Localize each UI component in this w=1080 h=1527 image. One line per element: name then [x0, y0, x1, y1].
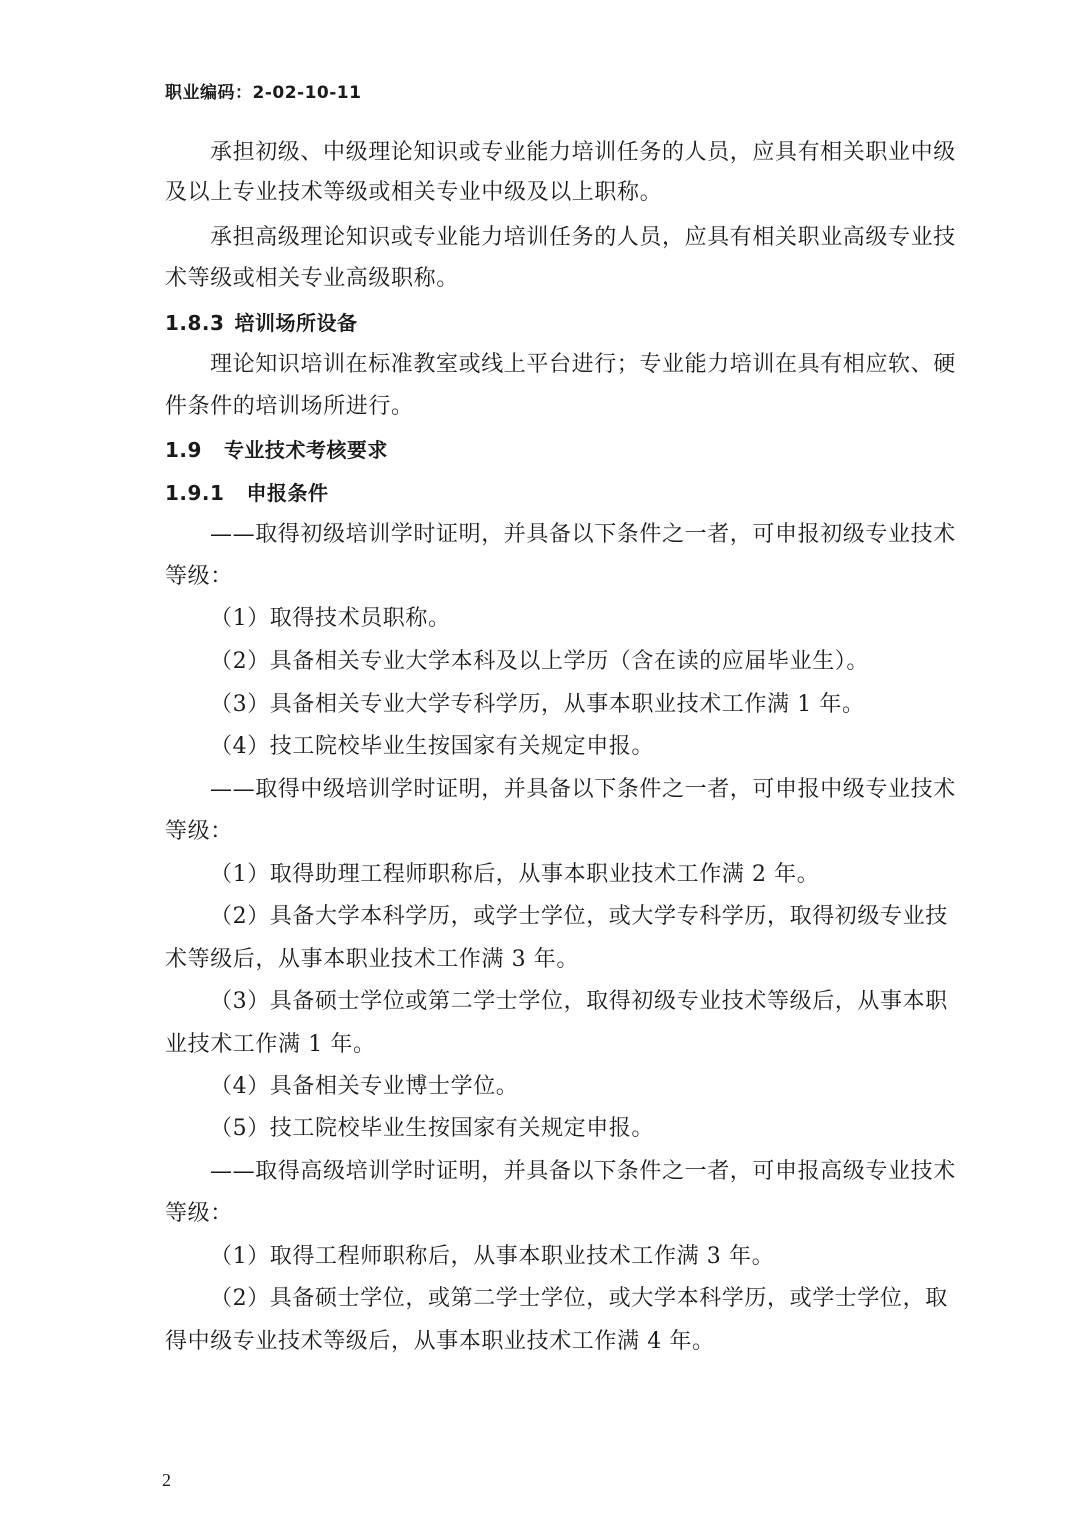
senior-condition-item: 得中级专业技术等级后，从事本职业技术工作满 4 年。 — [165, 1329, 715, 1354]
junior-condition-item: （1）取得技术员职称。 — [210, 606, 451, 631]
intermediate-condition-item: （1）取得助理工程师职称后，从事本职业技术工作满 2 年。 — [210, 862, 820, 887]
page-number: 2 — [162, 1470, 171, 1490]
paragraph-line: 理论知识培训在标准教室或线上平台进行；专业能力培训在具有相应软、硬 — [210, 352, 956, 377]
intermediate-condition-item: （4）具备相关专业博士学位。 — [210, 1074, 519, 1099]
senior-intro-line: ——取得高级培训学时证明，并具备以下条件之一者，可申报高级专业技术 — [210, 1159, 956, 1184]
paragraph-line: 承担高级理论知识或专业能力培训任务的人员，应具有相关职业高级专业技 — [210, 225, 956, 250]
senior-condition-item: （1）取得工程师职称后，从事本职业技术工作满 3 年。 — [210, 1244, 775, 1269]
section-number: 1.9.1 — [165, 481, 225, 505]
paragraph-line: 承担初级、中级理论知识或专业能力培训任务的人员，应具有相关职业中级 — [210, 140, 956, 165]
section-number: 1.9 — [165, 438, 202, 462]
section-title: 培训场所设备 — [234, 311, 358, 335]
section-heading-1-9 — [165, 435, 388, 465]
section-title: 申报条件 — [246, 481, 329, 505]
intermediate-condition-item: （2）具备大学本科学历，或学士学位，或大学专科学历，取得初级专业技 — [210, 904, 948, 929]
intermediate-intro-line: ——取得中级培训学时证明，并具备以下条件之一者，可申报中级专业技术 — [210, 777, 956, 802]
junior-intro-line: ——取得初级培训学时证明，并具备以下条件之一者，可申报初级专业技术 — [210, 522, 956, 547]
occupation-code-header: 职业编码：2-02-10-11 — [165, 83, 362, 103]
intermediate-condition-item: 业技术工作满 1 年。 — [165, 1032, 376, 1057]
paragraph-line: 及以上专业技术等级或相关专业中级及以上职称。 — [165, 180, 663, 205]
junior-condition-item: （2）具备相关专业大学本科及以上学历（含在读的应届毕业生）。 — [210, 649, 869, 674]
section-heading-1-8-3 — [165, 308, 357, 338]
junior-intro-line: 等级： — [165, 564, 233, 589]
intermediate-condition-item: 术等级后，从事本职业技术工作满 3 年。 — [165, 947, 579, 972]
paragraph-line: 件条件的培训场所进行。 — [165, 394, 414, 419]
paragraph-line: 术等级或相关专业高级职称。 — [165, 266, 459, 291]
section-heading-1-9-1 — [165, 478, 328, 508]
junior-condition-item: （4）技工院校毕业生按国家有关规定申报。 — [210, 734, 654, 759]
intermediate-condition-item: （3）具备硕士学位或第二学士学位，取得初级专业技术等级后，从事本职 — [210, 989, 948, 1014]
junior-condition-item: （3）具备相关专业大学专科学历，从事本职业技术工作满 1 年。 — [210, 692, 865, 717]
intermediate-condition-item: （5）技工院校毕业生按国家有关规定申报。 — [210, 1116, 654, 1141]
intermediate-intro-line: 等级： — [165, 819, 233, 844]
senior-condition-item: （2）具备硕士学位，或第二学士学位，或大学本科学历，或学士学位，取 — [210, 1286, 948, 1311]
senior-intro-line: 等级： — [165, 1201, 233, 1226]
section-number: 1.8.3 — [165, 311, 225, 335]
section-title: 专业技术考核要求 — [223, 438, 388, 462]
